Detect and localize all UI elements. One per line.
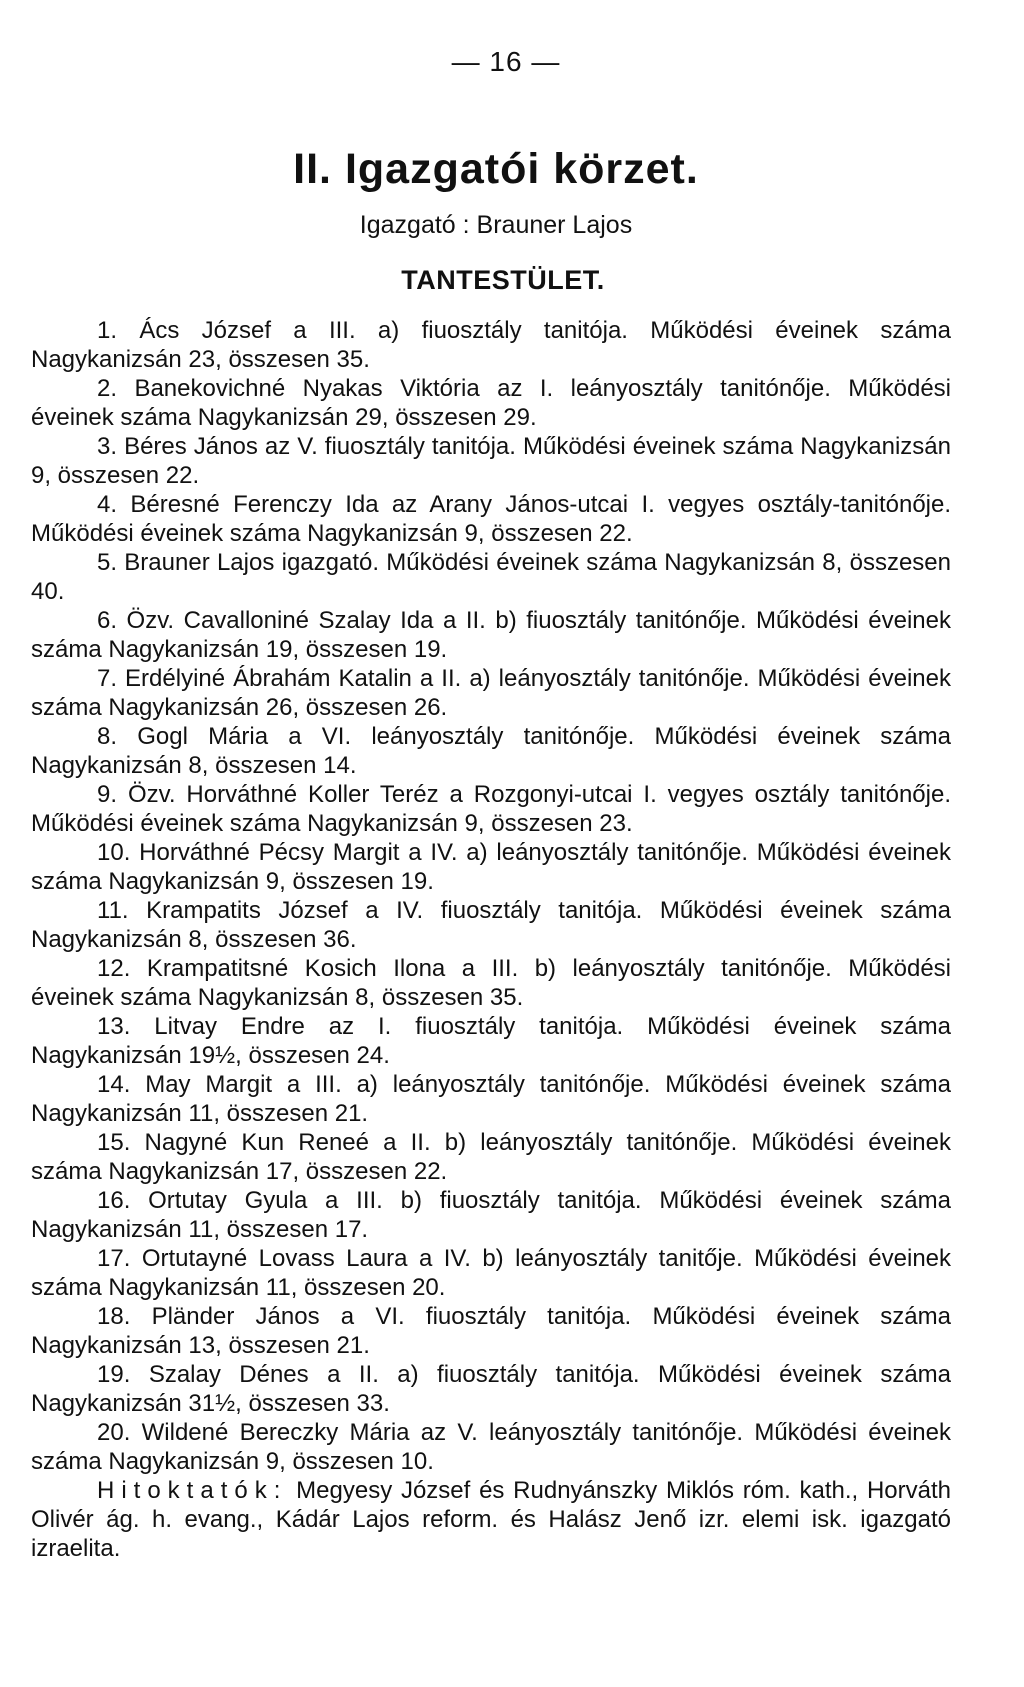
entry-number: 20. [97, 1419, 131, 1446]
entry-text: Litvay Endre az I. fiuosztály tanitója. Működési éveinek száma Nagykanizsán 19½, összesen 24. [31, 1013, 951, 1069]
entry-text: Krampatitsné Kosich Ilona a III. b) leányosztály tanitónője. Működési éveinek száma Nagykanizsán 8, összesen 35. [31, 955, 952, 1011]
entry-text: Ortutay Gyula a III. b) fiuosztály tanitója. Működési éveinek száma Nagykanizsán 11, összesen 17. [31, 1187, 951, 1243]
section-title: II. Igazgatói körzet. [293, 145, 699, 193]
staff-entry [31, 316, 951, 374]
religion-teachers-note [31, 1476, 951, 1563]
entry-text: Erdélyiné Ábrahám Katalin a II. a) leányosztály tanitónője. Működési éveinek száma Nagykanizsán 26, összesen 26. [31, 665, 951, 721]
staff-entry [31, 1302, 951, 1360]
entry-text: Gogl Mária a VI. leányosztály tanitónője. Működési éveinek száma Nagykanizsán 8, összesen 14. [31, 723, 951, 779]
religion-teachers-label: Hitoktatók: [97, 1477, 288, 1504]
entry-text: Béresné Ferenczy Ida az Arany János-utcai I. vegyes osztály-tanitónője. Működési éveinek száma Nagykanizsán 9, összesen 22. [31, 491, 952, 547]
religion-teachers-text: Megyesy József és Rudnyánszky Miklós róm. kath., Horváth Olivér ág. h. evang., Kádár Lajos reform. és Halász Jenő izr. elemi isk. igazgató izraelita. [31, 1477, 952, 1562]
entry-text: Pländer János a VI. fiuosztály tanitója. Működési éveinek száma Nagykanizsán 13, összesen 21. [31, 1303, 951, 1359]
director-line: Igazgató : Brauner Lajos [359, 211, 633, 239]
staff-entry [31, 548, 951, 606]
entry-number: 10. [97, 839, 131, 866]
entry-text: Brauner Lajos igazgató. Működési éveinek száma Nagykanizsán 8, összesen 40. [31, 549, 951, 605]
entry-number: 16. [97, 1187, 131, 1214]
staff-entry [31, 1128, 951, 1186]
entry-number: 4. [97, 491, 118, 518]
entry-number: 1. [97, 317, 118, 344]
entry-number: 19. [97, 1361, 131, 1388]
entry-number: 3. [97, 433, 118, 460]
entry-text: Horváthné Pécsy Margit a IV. a) leányosztály tanitónője. Működési éveinek száma Nagykanizsán 9, összesen 19. [31, 839, 951, 895]
staff-entry [31, 606, 951, 664]
entry-text: Ács József a III. a) fiuosztály tanitója. Működési éveinek száma Nagykanizsán 23, összesen 35. [31, 317, 952, 373]
entry-text: Krampatits József a IV. fiuosztály tanitója. Működési éveinek száma Nagykanizsán 8, összesen 36. [31, 897, 951, 953]
entry-number: 9. [97, 781, 118, 808]
staff-entry [31, 954, 951, 1012]
staff-entry [31, 722, 951, 780]
entry-number: 5. [97, 549, 118, 576]
entry-text: Szalay Dénes a II. a) fiuosztály tanitója. Működési éveinek száma Nagykanizsán 31½, összesen 33. [31, 1361, 952, 1417]
staff-entry [31, 1012, 951, 1070]
entry-text: Béres János az V. fiuosztály tanitója. Működési éveinek száma Nagykanizsán 9, összesen 22. [31, 433, 951, 489]
entry-number: 2. [97, 375, 118, 402]
entry-number: 6. [97, 607, 118, 634]
entry-text: Nagyné Kun Reneé a II. b) leányosztály tanitónője. Működési éveinek száma Nagykanizsán 17, összesen 22. [31, 1129, 951, 1185]
staff-entry [31, 490, 951, 548]
staff-entry [31, 1186, 951, 1244]
staff-entry [31, 1244, 951, 1302]
staff-entry [31, 664, 951, 722]
staff-list [31, 316, 951, 1476]
staff-heading: TANTESTÜLET. [401, 265, 605, 295]
staff-entry [31, 838, 951, 896]
entry-number: 8. [97, 723, 118, 750]
entry-number: 17. [97, 1245, 131, 1272]
entry-number: 7. [97, 665, 118, 692]
staff-entry [31, 1360, 951, 1418]
staff-entry [31, 1418, 951, 1476]
document-page [31, 40, 951, 1563]
entry-number: 11. [97, 897, 129, 924]
entry-number: 14. [97, 1071, 131, 1098]
staff-entry [31, 1070, 951, 1128]
entry-text: Özv. Horváthné Koller Teréz a Rozgonyi-utcai I. vegyes osztály tanitónője. Működési éveinek száma Nagykanizsán 9, összesen 23. [31, 781, 952, 837]
entry-text: Banekovichné Nyakas Viktória az I. leányosztály tanitónője. Működési éveinek száma Nagykanizsán 29, összesen 29. [31, 375, 951, 431]
entry-number: 12. [97, 955, 131, 982]
entry-number: 15. [97, 1129, 131, 1156]
entry-number: 13. [97, 1013, 131, 1040]
entry-text: Wildené Bereczky Mária az V. leányosztály tanitónője. Működési éveinek száma Nagykanizsán 9, összesen 10. [31, 1419, 952, 1475]
entry-text: May Margit a III. a) leányosztály tanitónője. Működési éveinek száma Nagykanizsán 11, összesen 21. [31, 1071, 952, 1127]
staff-entry [31, 432, 951, 490]
staff-entry [31, 374, 951, 432]
entry-number: 18. [97, 1303, 131, 1330]
entry-text: Özv. Cavalloniné Szalay Ida a II. b) fiuosztály tanitónője. Működési éveinek száma Nagykanizsán 19, összesen 19. [31, 607, 951, 663]
entry-text: Ortutayné Lovass Laura a IV. b) leányosztály tanitője. Működési éveinek száma Nagykanizsán 11, összesen 20. [31, 1245, 952, 1301]
staff-entry [31, 780, 951, 838]
staff-entry [31, 896, 951, 954]
page-number: — 16 — [451, 46, 561, 77]
